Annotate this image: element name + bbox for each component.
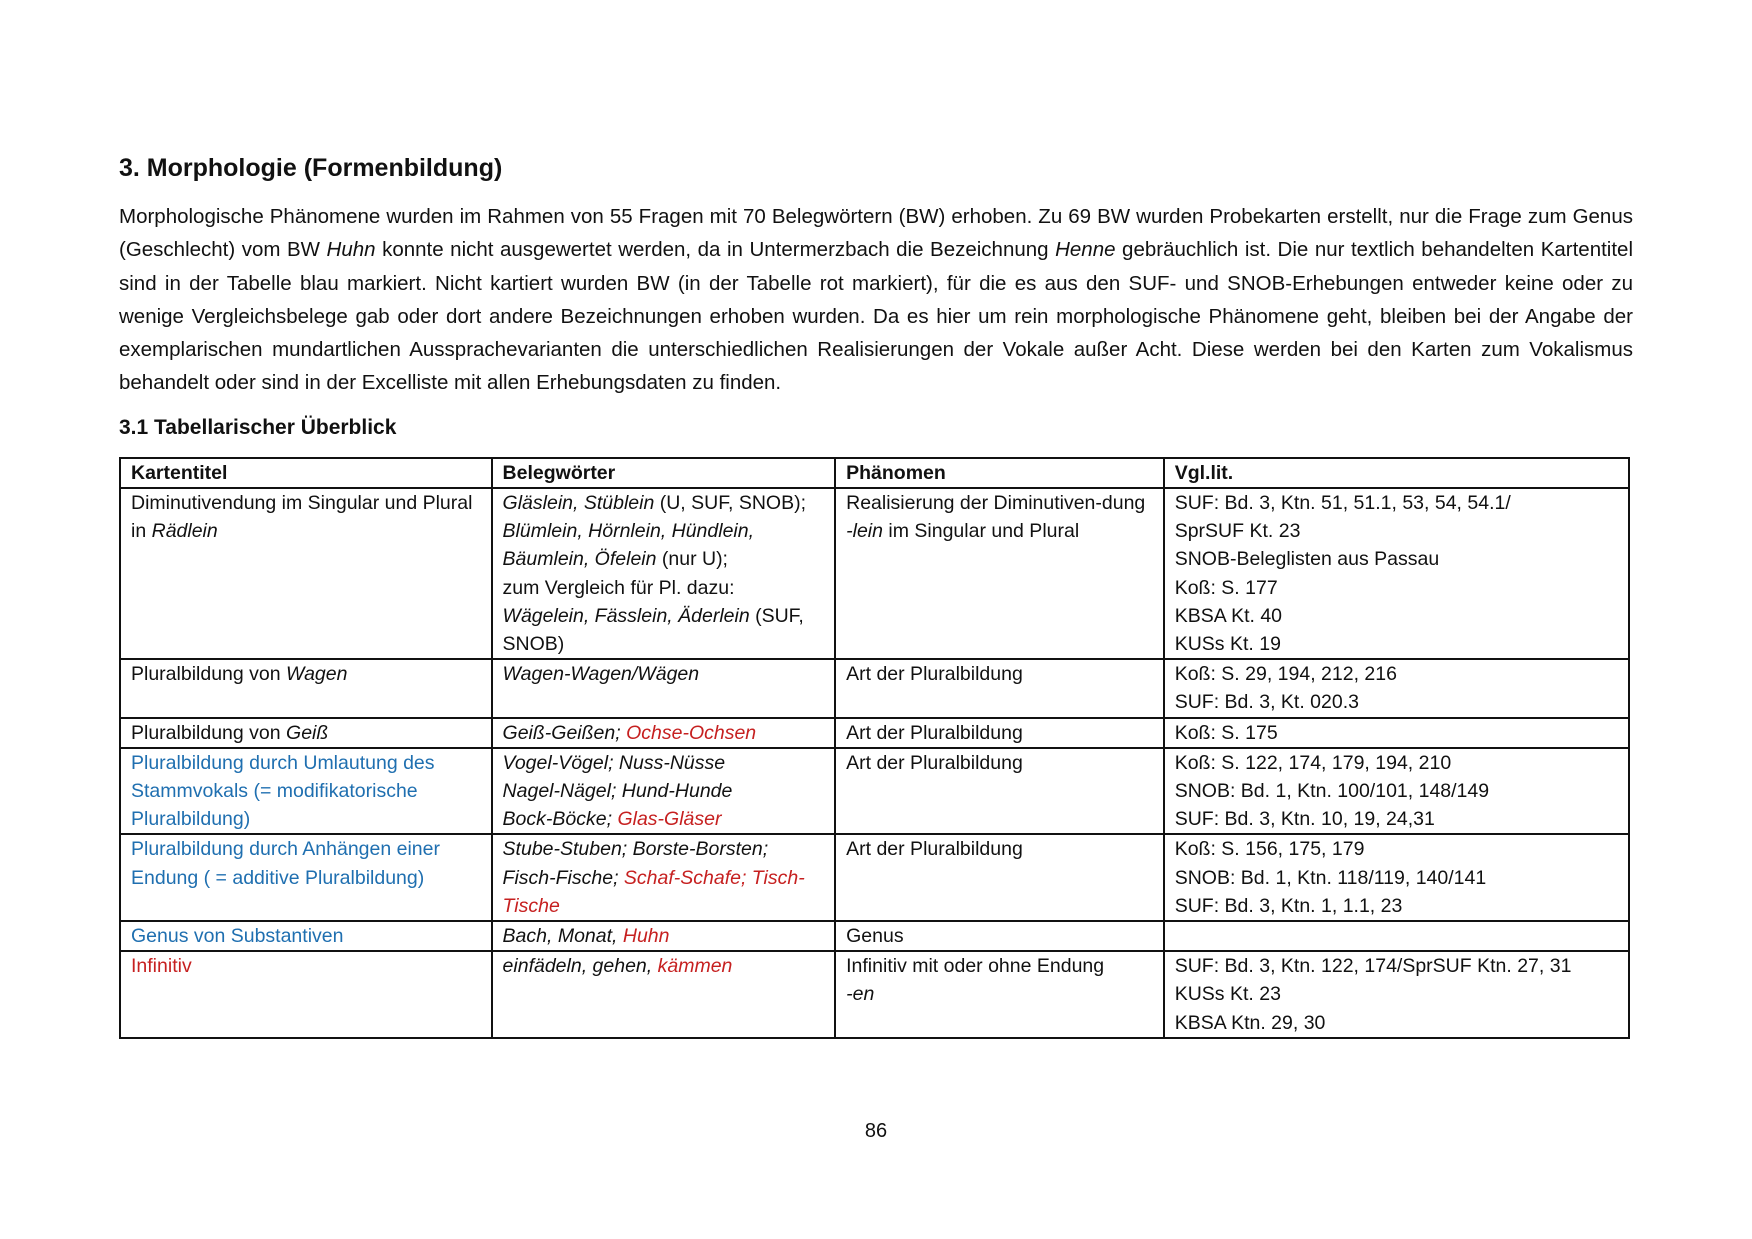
title-text: Diminutivendung im Singular und Plural in [131,491,473,543]
bw-words-unmapped: kämmen [657,955,733,978]
lit-line: SUF: Bd. 3, Ktn. 51, 51.1, 53, 54, 54.1/ [1174,491,1511,514]
cell-phaenomen [835,951,1164,1038]
bw-note: zum Vergleich für Pl. dazu: [502,576,735,599]
title-text: Pluralbildung von [131,663,287,686]
ph-text: Infinitiv mit oder ohne Endung [846,955,1105,978]
lit-line: Koß: S. 177 [1174,576,1278,599]
bw-words-unmapped: Ochse-Ochsen [626,721,757,744]
bw-words: Nagel-Nägel; Hund-Hunde [502,780,733,803]
cell-phaenomen [835,488,1164,659]
lit-line: SUF: Bd. 3, Ktn. 1, 1.1, 23 [1174,894,1403,917]
bw-words-unmapped: Schaf-Schafe; Tisch-Tische [502,866,805,917]
table-row [120,488,1629,659]
cell-kartentitel: Infinitiv [120,951,492,1038]
table-header-row [120,458,1629,488]
bw-words: Stube-Stuben; Borste-Borsten; Fisch-Fische; [502,838,769,889]
bw-words: Wagen-Wagen/Wägen [502,663,700,686]
bw-words: Vogel-Vögel; Nuss-Nüsse [502,751,726,774]
intro-text-2: konnte nicht ausgewertet werden, da in Untermerzbach die Bezeichnung [375,238,1056,262]
overview-table [119,457,1630,1039]
cell-vgl-lit [1164,748,1629,835]
bw-words-unmapped: Glas-Gläser [617,808,722,831]
lit-line: KUSs Kt. 19 [1174,633,1281,655]
header-vgl-lit: Vgl.lit. [1164,458,1629,488]
ph-text: Realisierung der Diminutiven-dung [846,491,1146,514]
bw-words: einfädeln, gehen, [502,955,658,978]
table-row [120,718,1629,748]
cell-belegwoerter [492,488,836,659]
cell-kartentitel: Pluralbildung durch Anhängen einer Endung ( = additive Pluralbildung) [120,834,492,921]
cell-vgl-lit [1164,659,1629,717]
subsection-heading: 3.1 Tabellarischer Überblick [119,415,397,439]
bw-note: (U, SUF, SNOB); [654,491,806,514]
cell-vgl-lit [1164,718,1629,748]
title-word: Geiß [286,721,329,744]
title-word: Wagen [286,663,348,686]
lit-line: Koß: S. 29, 194, 212, 216 [1174,663,1397,686]
lit-line: KBSA Ktn. 29, 30 [1174,1011,1326,1034]
cell-kartentitel [120,488,492,659]
cell-vgl-lit [1164,921,1629,951]
bw-words: Blümlein, Hörnlein, Hündlein, Bäumlein, Öfelein [502,520,755,571]
table-row [120,921,1629,951]
ph-text: im Singular und Plural [882,520,1080,543]
cell-phaenomen: Art der Pluralbildung [835,834,1164,921]
cell-vgl-lit [1164,488,1629,659]
lit-line: KBSA Kt. 40 [1174,604,1283,627]
lit-line: SNOB: Bd. 1, Ktn. 100/101, 148/149 [1174,780,1490,803]
lit-line: SprSUF Kt. 23 [1174,520,1301,543]
lit-line: SNOB: Bd. 1, Ktn. 118/119, 140/141 [1174,866,1487,889]
ph-suffix: -en [846,983,875,1006]
cell-kartentitel [120,659,492,717]
intro-paragraph [119,200,1633,400]
table-row [120,834,1629,921]
table-row [120,748,1629,835]
cell-phaenomen: Art der Pluralbildung [835,748,1164,835]
cell-kartentitel [120,718,492,748]
header-kartentitel: Kartentitel [120,458,492,488]
title-text: Pluralbildung von [131,721,287,744]
cell-belegwoerter [492,718,836,748]
lit-line: Koß: S. 175 [1174,721,1278,744]
cell-belegwoerter [492,659,836,717]
bw-words: Bach, Monat, [502,925,623,948]
cell-belegwoerter [492,951,836,1038]
cell-belegwoerter [492,834,836,921]
bw-note: (nur U); [656,548,728,571]
cell-phaenomen: Art der Pluralbildung [835,659,1164,717]
intro-word-huhn: Huhn [326,238,376,262]
bw-words: Wägelein, Fässlein, Äderlein [502,604,750,627]
bw-words: Geiß-Geißen; [502,721,627,744]
cell-belegwoerter [492,748,836,835]
table-row [120,951,1629,1038]
lit-line: SNOB-Beleglisten aus Passau [1174,548,1440,571]
cell-belegwoerter [492,921,836,951]
bw-words: Gläslein, Stüblein [502,491,655,514]
section-heading: 3. Morphologie (Formenbildung) [119,154,503,182]
bw-words-unmapped: Huhn [622,925,670,948]
cell-vgl-lit [1164,951,1629,1038]
ph-suffix: -lein [846,520,883,543]
page-content [119,150,1633,1039]
header-phaenomen: Phänomen [835,458,1164,488]
cell-phaenomen: Art der Pluralbildung [835,718,1164,748]
intro-text-3: gebräuchlich ist. Die nur textlich behandelten Kartentitel sind in der Tabelle blau markiert. Nicht kartiert wurden BW (in der Tabelle rot markiert), für die es aus den SUF- und SNOB-Erhebungen entweder keine oder zu wenige Vergleichsbelege gab oder dort andere Bezeichnungen erhoben wurden. Da es hier um rein morphologische Phänomene geht, bleiben bei der Angabe der exemplarischen mundartlichen Aussprachevarianten die unterschiedlichen Realisierungen der Vokale außer Acht. Diese werden bei den Karten zum Vokalismus behandelt oder sind in der Excelliste mit allen Erhebungsdaten zu finden. [119,238,1633,395]
cell-vgl-lit [1164,834,1629,921]
lit-line: SUF: Bd. 3, Ktn. 10, 19, 24,31 [1174,808,1435,831]
intro-word-henne: Henne [1055,238,1116,262]
intro-text-1: Morphologische Phänomene wurden im Rahmen von 55 Fragen mit 70 Belegwörtern (BW) erhoben. Zu 69 BW wurden Probekarten erstellt, nur die Frage zum Genus (Geschlecht) vom BW [119,205,1633,262]
lit-line: SUF: Bd. 3, Kt. 020.3 [1174,691,1359,714]
table-row [120,659,1629,717]
cell-kartentitel: Genus von Substantiven [120,921,492,951]
title-word: Rädlein [151,520,218,543]
lit-line: SUF: Bd. 3, Ktn. 122, 174/SprSUF Ktn. 27, 31 [1174,955,1572,978]
bw-words: Bock-Böcke; [502,808,618,831]
lit-line: KUSs Kt. 23 [1174,983,1281,1006]
cell-phaenomen: Genus [835,921,1164,951]
lit-line: Koß: S. 122, 174, 179, 194, 210 [1174,751,1452,774]
page-number: 86 [864,1120,888,1142]
header-belegwoerter: Belegwörter [492,458,836,488]
bw-note: (SUF, SNOB) [502,604,804,655]
lit-line: Koß: S. 156, 175, 179 [1174,838,1365,861]
cell-kartentitel: Pluralbildung durch Umlautung des Stammvokals (= modifikatorische Pluralbildung) [120,748,492,835]
